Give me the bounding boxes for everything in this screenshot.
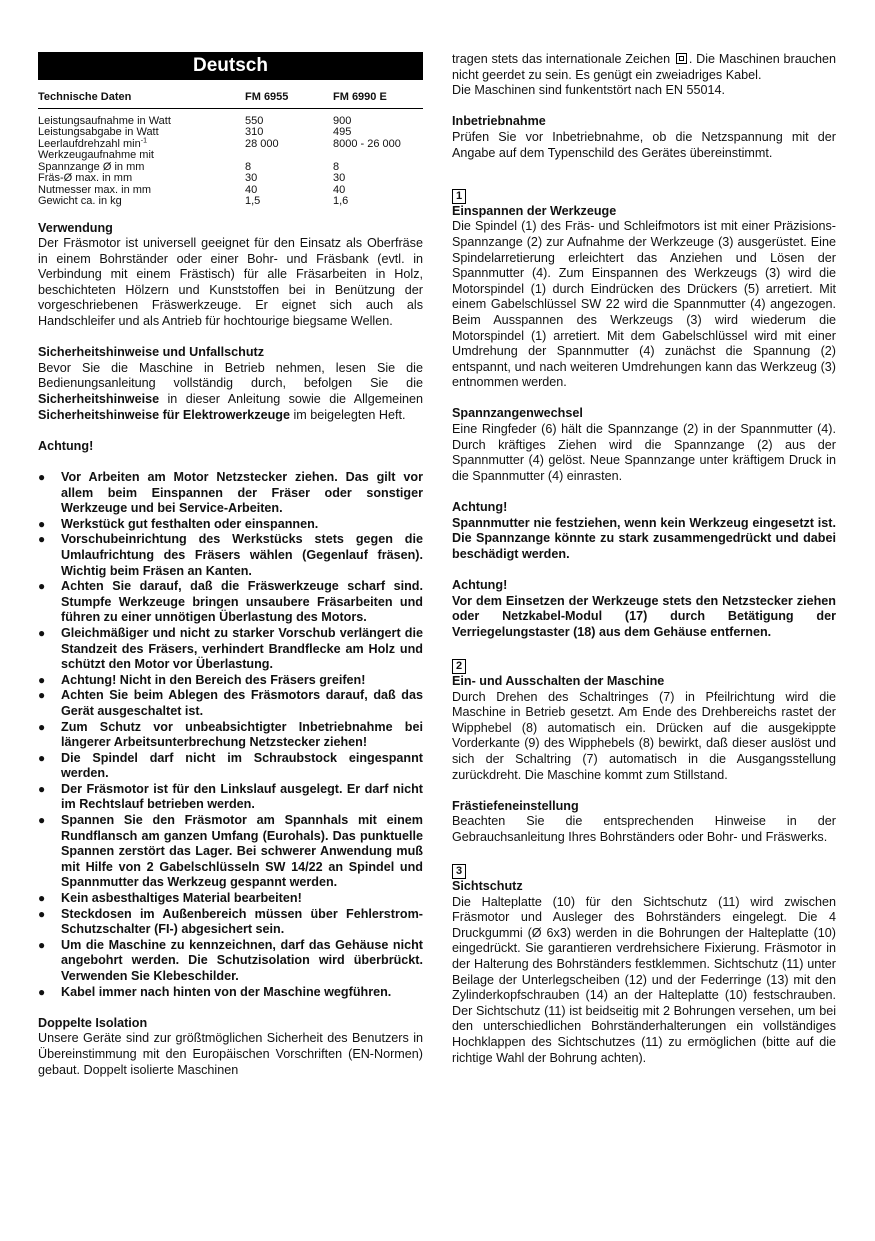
list-item-text: Kein asbesthaltiges Material bearbeiten!: [61, 891, 302, 906]
ein-ausschalten-text: Durch Drehen des Schaltringes (7) in Pfeilrichtung wird die Maschine in Betrieb gesetzt. Am Ende des Drehbereichs rastet der Wipphebel (8) automatisch ein. Drücken auf die ausgekippte Vorderkante (9) des Wipphebels (8) bewirkt, daß dieser auslöst und sich der Schaltring (7) automatisch in die Ausgangsstellung zurückdreht. Die Maschine kommt zum Stillstand.: [452, 689, 836, 782]
sicherheit-text: [38, 361, 423, 423]
list-item: [38, 782, 423, 813]
list-item: [38, 673, 423, 689]
table-cell: 28 000: [245, 137, 279, 150]
list-item: [38, 470, 423, 517]
bullet-icon: ●: [38, 672, 46, 687]
table-cell: Leistungsaufnahme in Watt: [38, 114, 171, 127]
table-row: [38, 173, 423, 185]
section-heading-einspannen: Einspannen der Werkzeuge: [452, 203, 617, 218]
table-cell: 40: [333, 183, 346, 196]
table-row: [38, 196, 423, 208]
right-column: [452, 52, 836, 1066]
isolation-continued-text: [452, 52, 836, 83]
list-item: [38, 813, 423, 891]
rpm-label: Leerlaufdrehzahl min: [38, 137, 141, 150]
table-cell: Werkzeugaufnahme mit: [38, 149, 154, 161]
sicherheit-text-part: im beigelegten Heft.: [293, 407, 406, 422]
list-item-text: Achten Sie beim Ablegen des Fräsmotors darauf, daß das Gerät ausgeschaltet ist.: [61, 688, 423, 718]
sicherheit-bold: Sicherheitshinweise für Elektrowerkzeuge: [38, 407, 290, 422]
double-insulation-icon: [676, 53, 687, 64]
figure-reference-1: 1: [452, 189, 466, 204]
figure-reference-3: 3: [452, 864, 466, 879]
table-cell: 40: [245, 183, 258, 196]
language-banner: Deutsch: [38, 52, 423, 80]
section-heading-sichtschutz: Sichtschutz: [452, 879, 523, 894]
left-column: [38, 52, 423, 1078]
bullet-icon: ●: [38, 579, 46, 594]
table-cell: Nutmesser max. in mm: [38, 183, 152, 196]
list-item: [38, 985, 423, 1001]
bullet-icon: ●: [38, 937, 46, 952]
table-cell: 495: [333, 126, 352, 138]
section-heading-verwendung: Verwendung: [38, 220, 113, 235]
section-heading-ein-ausschalten: Ein- und Ausschalten der Maschine: [452, 673, 665, 688]
list-item-text: Spannen Sie den Fräsmotor am Spannhals mit einem Rundflansch am ganzen Umfang (Eurohals). Das punktuelle Spannen zerstört das Lager. Bei schwerer Anwendung muß mit Hilfe von 2 Gabelschlüsseln SW 14/22 an Spindel und Spannmutter das Werkzeug gespannt werden.: [61, 813, 423, 890]
list-item-text: Die Spindel darf nicht im Schraubstock eingespannt werden.: [61, 750, 423, 781]
list-item: [38, 517, 423, 533]
table-cell: 8: [333, 160, 340, 173]
table-cell: 550: [245, 114, 264, 127]
isolation-text-part: . Die Maschinen brauchen nicht geerdet zu sein. Es genügt ein zweiadriges Kabel.: [452, 52, 837, 82]
bullet-icon: ●: [38, 688, 46, 703]
bullet-icon: ●: [38, 470, 46, 484]
table-cell: Spannzange Ø in mm: [38, 160, 145, 173]
table-cell: 900: [333, 114, 352, 127]
table-cell: 310: [245, 126, 264, 138]
safety-bullet-list: [38, 470, 423, 1000]
list-item-text: Werkstück gut festhalten oder einspannen.: [61, 516, 319, 531]
warning-heading: Achtung!: [452, 578, 508, 592]
section-heading-achtung: Achtung!: [38, 438, 94, 453]
table-row: [38, 150, 423, 162]
einspannen-text: Die Spindel (1) des Fräs- und Schleifmotors ist mit einer Präzisions-Spannzange (2) zur Aufnahme der Werkzeuge (3) ausgerüstet. Eine Spindelarretierung erleichtert das Anziehen und Lösen der Spannmutter (4). Zum Einspannen des Werkzeugs (3) wird die Motorspindel (1) durch Eindrücken des Drückers (5) arretiert. Mit einem Gabelschlüssel SW 22 wird die Spannmutter (4) angezogen. Beim Ausspannen des Werkzeugs (3) wird wiederum die Motorspindel (1) arretiert. Mit dem Gabelschlüssel wird mit einer Umdrehung der Spannmutter (4) zunächst die Spannung (2) entspannt, und nach weiteren Umdrehungen kann das Werkzeug (3) entnommen werden.: [452, 219, 836, 390]
list-item-text: Der Fräsmotor ist für den Linkslauf ausgelegt. Er darf nicht im Rechtslauf betrieben werden.: [61, 781, 423, 812]
funkentstoert-text: Die Maschinen sind funkentstört nach EN 55014.: [452, 83, 726, 98]
list-item-text: Achtung! Nicht in den Bereich des Fräsers greifen!: [61, 672, 366, 687]
fraestiefe-text: Beachten Sie die entsprechenden Hinweise in der Gebrauchsanleitung Ihres Bohrständers oder Bohr- und Fräswerks.: [452, 814, 836, 844]
table-header: Technische Daten: [38, 92, 245, 108]
list-item-text: Achten Sie darauf, daß die Fräswerkzeuge scharf sind. Stumpfe Werkzeuge bringen unsaubere Fräsarbeiten und führen zu einer unnötigen Überlastung des Motors.: [61, 579, 423, 625]
verwendung-text: Der Fräsmotor ist universell geeignet für den Einsatz als Oberfräse in einem Bohrständer oder einer Bohr- und Fräsbank (evtl. in Verbindung mit einem Frästisch) für alle Fräsarbeiten in Holz, beschichteten Hölzern und Kunststoffen bei in Benützung der vorgeschriebenen Fräswerkzeuge. Er eignet sich auch als Handschleifer und als Antrieb für hochtourige biegsame Wellen.: [38, 236, 423, 329]
list-item-text: Um die Maschine zu kennzeichnen, darf das Gehäuse nicht angebohrt werden. Die Schutzisolation wird überbrückt. Verwenden Sie Klebeschilder.: [61, 937, 423, 983]
list-item-text: Steckdosen im Außenbereich müssen über Fehlerstrom-Schutzschalter (FI-) abgesichert sein.: [61, 906, 423, 937]
table-header-row: [38, 92, 423, 108]
table-header: FM 6955: [245, 92, 333, 108]
section-heading-fraestiefe: Frästiefeneinstellung: [452, 798, 579, 813]
list-item: [38, 938, 423, 985]
table-cell: 1,6: [333, 195, 349, 207]
list-item: [38, 532, 423, 579]
spannzangenwechsel-text: Eine Ringfeder (6) hält die Spannzange (2) in der Spannmutter (4). Durch kräftiges Ziehen wird die Spannzange (2) aus der Spannmutter (4) gelöst. Neue Spannzange unter kräftigem Druck in die Spannmutter (4) einrasten.: [452, 422, 836, 483]
list-item: [38, 891, 423, 907]
bullet-icon: ●: [38, 984, 46, 999]
bullet-icon: ●: [38, 532, 46, 547]
table-cell: 30: [333, 172, 346, 184]
list-item: [38, 626, 423, 673]
table-cell: 1,5: [245, 195, 261, 207]
table-cell: 8: [245, 160, 252, 173]
bullet-icon: ●: [38, 781, 46, 796]
list-item-text: Vor Arbeiten am Motor Netzstecker ziehen. Das gilt vor allem beim Einspannen der Fräser oder sonstiger Werkzeuge und bei Service-Arbeiten.: [61, 470, 423, 516]
bullet-icon: ●: [38, 906, 46, 921]
table-cell: 30: [245, 172, 258, 184]
doppelte-isolation-text: Unsere Geräte sind zur größtmöglichen Sicherheit des Benutzers in Übereinstimmung mit den Europäischen Vorschriften (EN-Normen) gebaut. Doppelt isolierte Maschinen: [38, 1031, 423, 1077]
bullet-icon: ●: [38, 813, 46, 828]
section-heading-spannzangenwechsel: Spannzangenwechsel: [452, 406, 583, 421]
table-header: FM 6990 E: [333, 92, 423, 108]
section-heading-sicherheit: Sicherheitshinweise und Unfallschutz: [38, 345, 265, 360]
list-item: [38, 907, 423, 938]
bullet-icon: ●: [38, 625, 46, 640]
bullet-icon: ●: [38, 750, 46, 765]
figure-reference-2: 2: [452, 659, 466, 674]
bullet-icon: ●: [38, 516, 46, 531]
sicherheit-text-part: Bevor Sie die Maschine in Betrieb nehmen, lesen Sie die Bedienungsanleitung vollständig durch, befolgen Sie die: [38, 360, 423, 391]
table-cell: Leistungsabgabe in Watt: [38, 126, 159, 138]
section-heading-doppelte-isolation: Doppelte Isolation: [38, 1015, 148, 1030]
list-item-text: Vorschubeinrichtung des Werkstücks stets gegen die Umlaufrichtung des Fräsers wählen (Gegenlauf fräsen). Wichtig beim Fräsen an Kanten.: [61, 532, 423, 578]
sichtschutz-text: Die Halteplatte (10) für den Sichtschutz (11) wird zwischen Fräsmotor und Ausleger des Bohrständers eingelegt. Die 4 Druckgummi (Ø 6x3) werden in die Bohrungen der Halteplatte (10) eingedrückt. Sie garantieren verdrehsichere Fixierung. Fräsmotor in der Halterung des Bohrständers festklemmen. Sichtschutz (11) unter Beilage der Unterlegscheiben (12) und der Federringe (13) mit den Zylinderkopfschrauben (14) an der Halteplatte (10) festschrauben. Der Sichtschutz (11) ist beidseitig mit 2 Bohrungen versehen, um bei den unterschiedlichen Bohrständerhalterungen ein vollständiges Hochklappen des Sichtschutzes (11) zu ermöglichen (bitte auf die richtige Wahl der Bohrung achten).: [452, 894, 836, 1065]
warning-heading: Achtung!: [452, 500, 508, 515]
table-cell: [333, 150, 423, 162]
rpm-superscript: -1: [140, 136, 147, 144]
list-item: [38, 751, 423, 782]
list-item-text: Zum Schutz vor unbeabsichtigter Inbetriebnahme bei längerer Arbeitsunterbrechung Netzstecker ziehen!: [61, 719, 423, 750]
sicherheit-text-part: in dieser Anleitung sowie die Allgemeinen: [167, 392, 424, 407]
bullet-icon: ●: [38, 891, 46, 906]
list-item: [38, 579, 423, 626]
table-row: [38, 108, 423, 127]
table-cell: [245, 150, 333, 162]
warning-text: Spannmutter nie festziehen, wenn kein Werkzeug eingesetzt ist. Die Spannzange könnte zu stark zusammengedrückt und dabei beschädigt werden.: [452, 515, 836, 561]
warning-text: Vor dem Einsetzen der Werkzeuge stets den Netzstecker ziehen oder Netzkabel-Modul (17) durch Betätigung der Verriegelungstaster (18) aus dem Gehäuse entfernen.: [452, 593, 836, 639]
list-item-text: Gleichmäßiger und nicht zu starker Vorschub verlängert die Standzeit des Fräsers, verhindert Brandflecke am Holz und schützt den Motor vor Überlastung.: [61, 625, 423, 672]
list-item: [38, 688, 423, 719]
bullet-icon: ●: [38, 719, 46, 734]
isolation-text-part: tragen stets das internationale Zeichen: [452, 52, 671, 66]
table-cell: Fräs-Ø max. in mm: [38, 172, 133, 184]
table-cell: Gewicht ca. in kg: [38, 195, 122, 207]
table-cell: 8000 - 26 000: [333, 137, 401, 150]
section-heading-inbetriebnahme: Inbetriebnahme: [452, 114, 546, 129]
list-item-text: Kabel immer nach hinten von der Maschine wegführen.: [61, 984, 392, 999]
sicherheit-bold: Sicherheitshinweise: [38, 392, 160, 407]
inbetriebnahme-text: Prüfen Sie vor Inbetriebnahme, ob die Netzspannung mit der Angabe auf dem Typenschild des Gerätes übereinstimmt.: [452, 129, 836, 160]
technical-data-table: [38, 92, 423, 208]
list-item: [38, 720, 423, 751]
